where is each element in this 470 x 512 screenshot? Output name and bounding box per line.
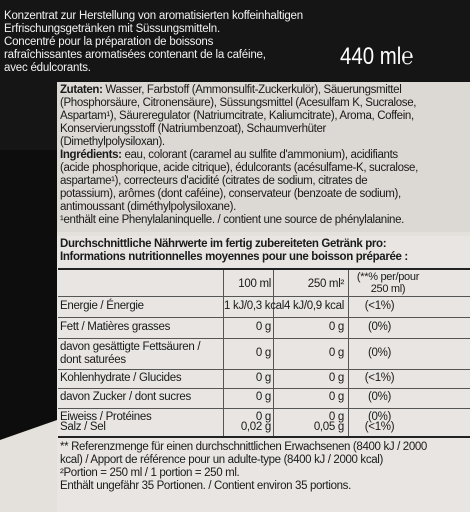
table-rule [58, 408, 470, 409]
description-line: Concentré pour la préparation de boissons [4, 36, 214, 48]
value-100ml: 0 g [255, 347, 271, 359]
footnote-line: kcal) / Apport de référence pour un adulte-type (8400 kJ / 2000 kcal) [60, 454, 383, 466]
nutrition-title-de: Durchschnittliche Nährwerte im fertig zubereiteten Getränk pro: [60, 238, 387, 250]
product-description [4, 10, 324, 75]
table-rule [58, 338, 470, 339]
ingredients-de-line: (Dimethylpolysiloxan). [60, 136, 165, 148]
value-250ml: 0 g [328, 347, 344, 359]
description-line: Erfrischungsgetränken mit Süssungsmitteln. [4, 23, 220, 35]
value-percent: (0%) [367, 347, 392, 359]
column-header-100ml: 100 ml [238, 278, 271, 290]
nutrition-title [60, 238, 468, 264]
ingredients-de-line: Konservierungsstoff (Natriumbenzoat), Schaumverhüter [60, 123, 327, 135]
ingredients-de-label: Zutaten: [60, 84, 103, 96]
description-line: Konzentrat zur Herstellung von aromatisierten koffeinhaltigen [4, 10, 303, 22]
ingredients-list [60, 84, 470, 227]
ingredients-fr-line: potassium), arômes (dont caféine), conservateur (benzoate de sodium), [60, 188, 401, 200]
ingredients-fr-line: eau, colorant (caramel au sulfite d'ammonium), acidifiants [121, 149, 398, 161]
description-line: rafraîchissantes aromatisées contenant de la caféine, [4, 49, 266, 61]
value-percent: (0%) [367, 321, 392, 333]
nutrient-label: Salz / Sel [60, 421, 106, 433]
nutrition-footnotes [60, 441, 468, 493]
value-250ml: 0 g [328, 391, 344, 403]
value-250ml: 0 g [328, 411, 344, 423]
value-100ml: 0 g [255, 391, 271, 403]
table-top-rule [58, 268, 470, 270]
value-250ml: 0 g [328, 321, 344, 333]
nutrient-label: Kohlenhydrate / Glucides [60, 372, 182, 384]
value-100ml: 0,02 g [240, 421, 271, 433]
description-line: avec édulcorants. [4, 62, 91, 74]
value-100ml: 1 kJ/0,3 kcal [224, 300, 285, 312]
column-header-percent [352, 271, 424, 295]
ingredients-fr-line: antimoussant (diméthylpolysiloxane). [60, 201, 236, 213]
value-percent: (0%) [367, 391, 392, 403]
value-percent: (<1%) [364, 300, 395, 312]
footnote-line: Enthält ungefähr 35 Portionen. / Contient environ 35 portions. [60, 480, 351, 492]
value-250ml: 4 kJ/0,9 kcal [283, 300, 344, 312]
table-rule [58, 369, 470, 370]
ingredients-fr-line: (acide phosphorique, acide citrique), édulcorants (acésulfame-K, sucralose, [60, 162, 418, 174]
value-percent: (0%) [367, 411, 392, 423]
nutrition-title-fr: Informations nutritionnelles moyennes pour une boisson préparée : [60, 251, 408, 263]
value-100ml: 0 g [255, 411, 271, 423]
value-100ml: 0 g [255, 321, 271, 333]
value-250ml: 0,05 g [313, 421, 344, 433]
value-percent: (<1%) [364, 421, 395, 433]
value-percent: (<1%) [364, 372, 395, 384]
footnote-line: ²Portion = 250 ml / 1 portion = 250 ml. [60, 467, 240, 479]
table-bottom-rule [58, 436, 470, 438]
column-header-percent-line: 250 ml) [370, 283, 406, 295]
ingredients-de-line: Aspartam¹), Säureregulator (Natriumcitrate, Kaliumcitrate), Aroma, Coffein, [60, 110, 414, 122]
nutrient-label: davon gesättigte Fettsäuren / [60, 341, 201, 353]
column-header-250ml: 250 ml² [307, 278, 344, 290]
table-rule [58, 388, 470, 389]
ingredients-fr-label: Ingrédients: [60, 149, 122, 161]
nutrient-label: dont saturées [60, 354, 126, 366]
column-divider [348, 270, 349, 436]
table-rule [58, 317, 470, 318]
volume-label: 440 ml℮ [340, 43, 414, 70]
ingredients-de-line: Wasser, Farbstoff (Ammonsulfit-Zuckerkulör), Säuerungsmittel [102, 84, 402, 96]
value-250ml: 0 g [328, 372, 344, 384]
footnote-line: ** Referenzmenge für einen durchschnittlichen Erwachsenen (8400 kJ / 2000 [60, 441, 427, 453]
ingredients-fr-line: aspartame¹), correcteurs d'acidité (citrates de sodium, citrates de [60, 175, 368, 187]
column-header-percent-line: (**% per/pour [356, 271, 420, 283]
nutrient-label: Eiweiss / Protéines [60, 411, 152, 423]
phenylalanine-footnote: ¹enthält eine Phenylalaninquelle. / contient une source de phénylalanine. [60, 214, 404, 226]
nutrient-label: davon Zucker / dont sucres [60, 391, 191, 403]
table-rule [58, 296, 470, 297]
nutrient-label: Fett / Matières grasses [60, 321, 171, 333]
nutrient-label: Energie / Énergie [60, 300, 144, 312]
value-100ml: 0 g [255, 372, 271, 384]
ingredients-de-line: (Phosphorsäure, Citronensäure), Süssungsmittel (Acesulfam K, Sucralose, [60, 97, 417, 109]
